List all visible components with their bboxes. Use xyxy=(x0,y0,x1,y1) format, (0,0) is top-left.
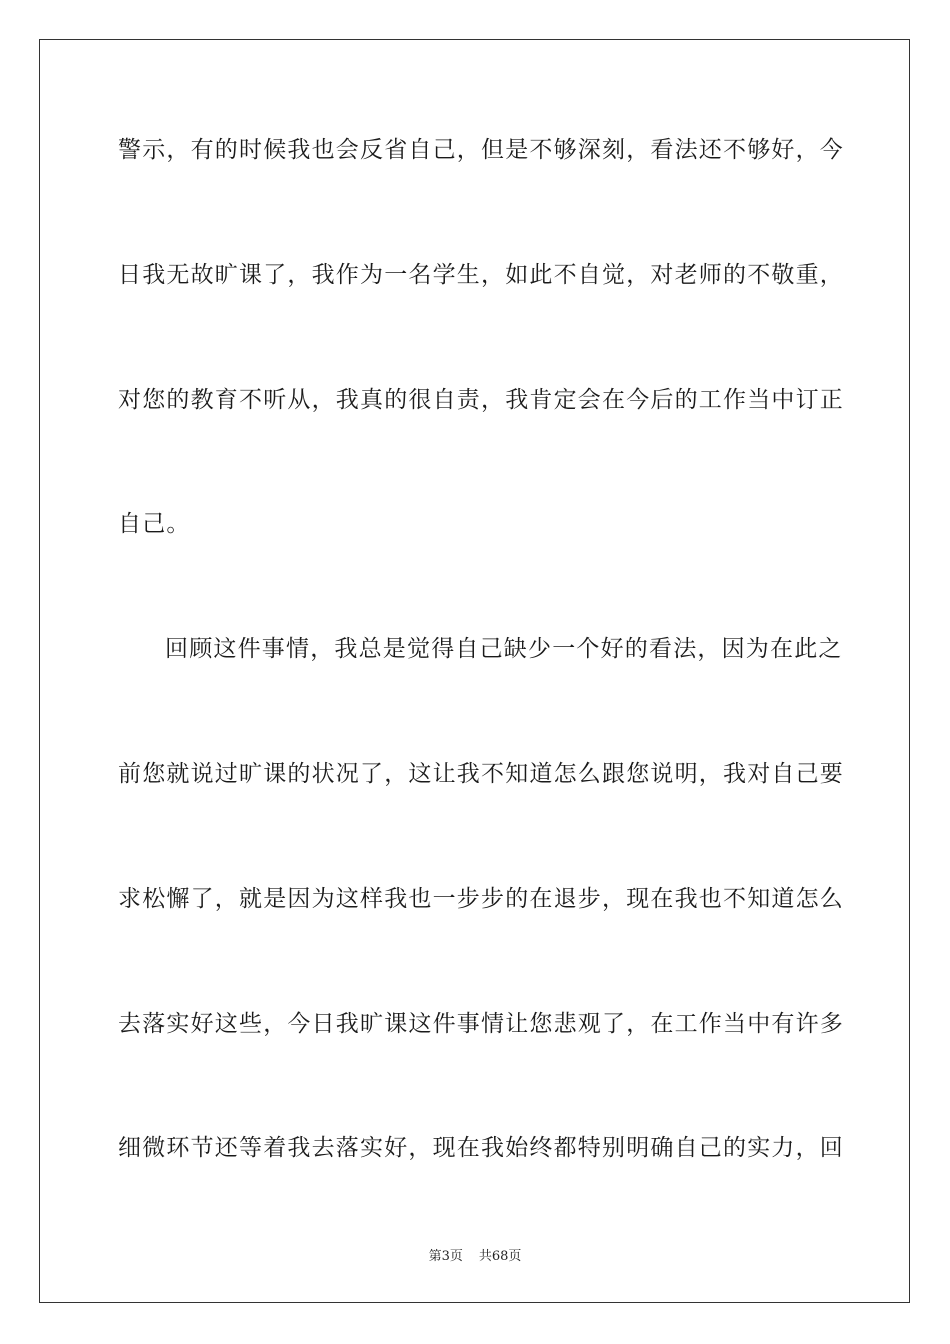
page-total: 共68页 xyxy=(478,1249,522,1264)
text-line: 细微环节还等着我去落实好，现在我始终都特别明确自己的实力，回 xyxy=(118,1135,844,1161)
paragraph-first-line: 回顾这件事情，我总是觉得自己缺少一个好的看法，因为在此之 xyxy=(165,636,843,662)
text-line: 对您的教育不听从，我真的很自责，我肯定会在今后的工作当中订正 xyxy=(118,387,844,413)
text-line: 前您就说过旷课的状况了，这让我不知道怎么跟您说明，我对自己要 xyxy=(118,761,844,787)
text-line: 去落实好这些，今日我旷课这件事情让您悲观了，在工作当中有许多 xyxy=(118,1011,844,1037)
text-line: 日我无故旷课了，我作为一名学生，如此不自觉，对老师的不敬重， xyxy=(118,262,844,288)
page-number: 第3页 xyxy=(428,1249,463,1264)
text-line: 自己。 xyxy=(118,511,191,537)
page-border xyxy=(39,39,910,1303)
text-line: 求松懈了，就是因为这样我也一步步的在退步，现在我也不知道怎么 xyxy=(118,886,844,912)
page-footer xyxy=(0,1248,950,1266)
text-line: 警示，有的时候我也会反省自己，但是不够深刻，看法还不够好，今 xyxy=(118,137,844,163)
